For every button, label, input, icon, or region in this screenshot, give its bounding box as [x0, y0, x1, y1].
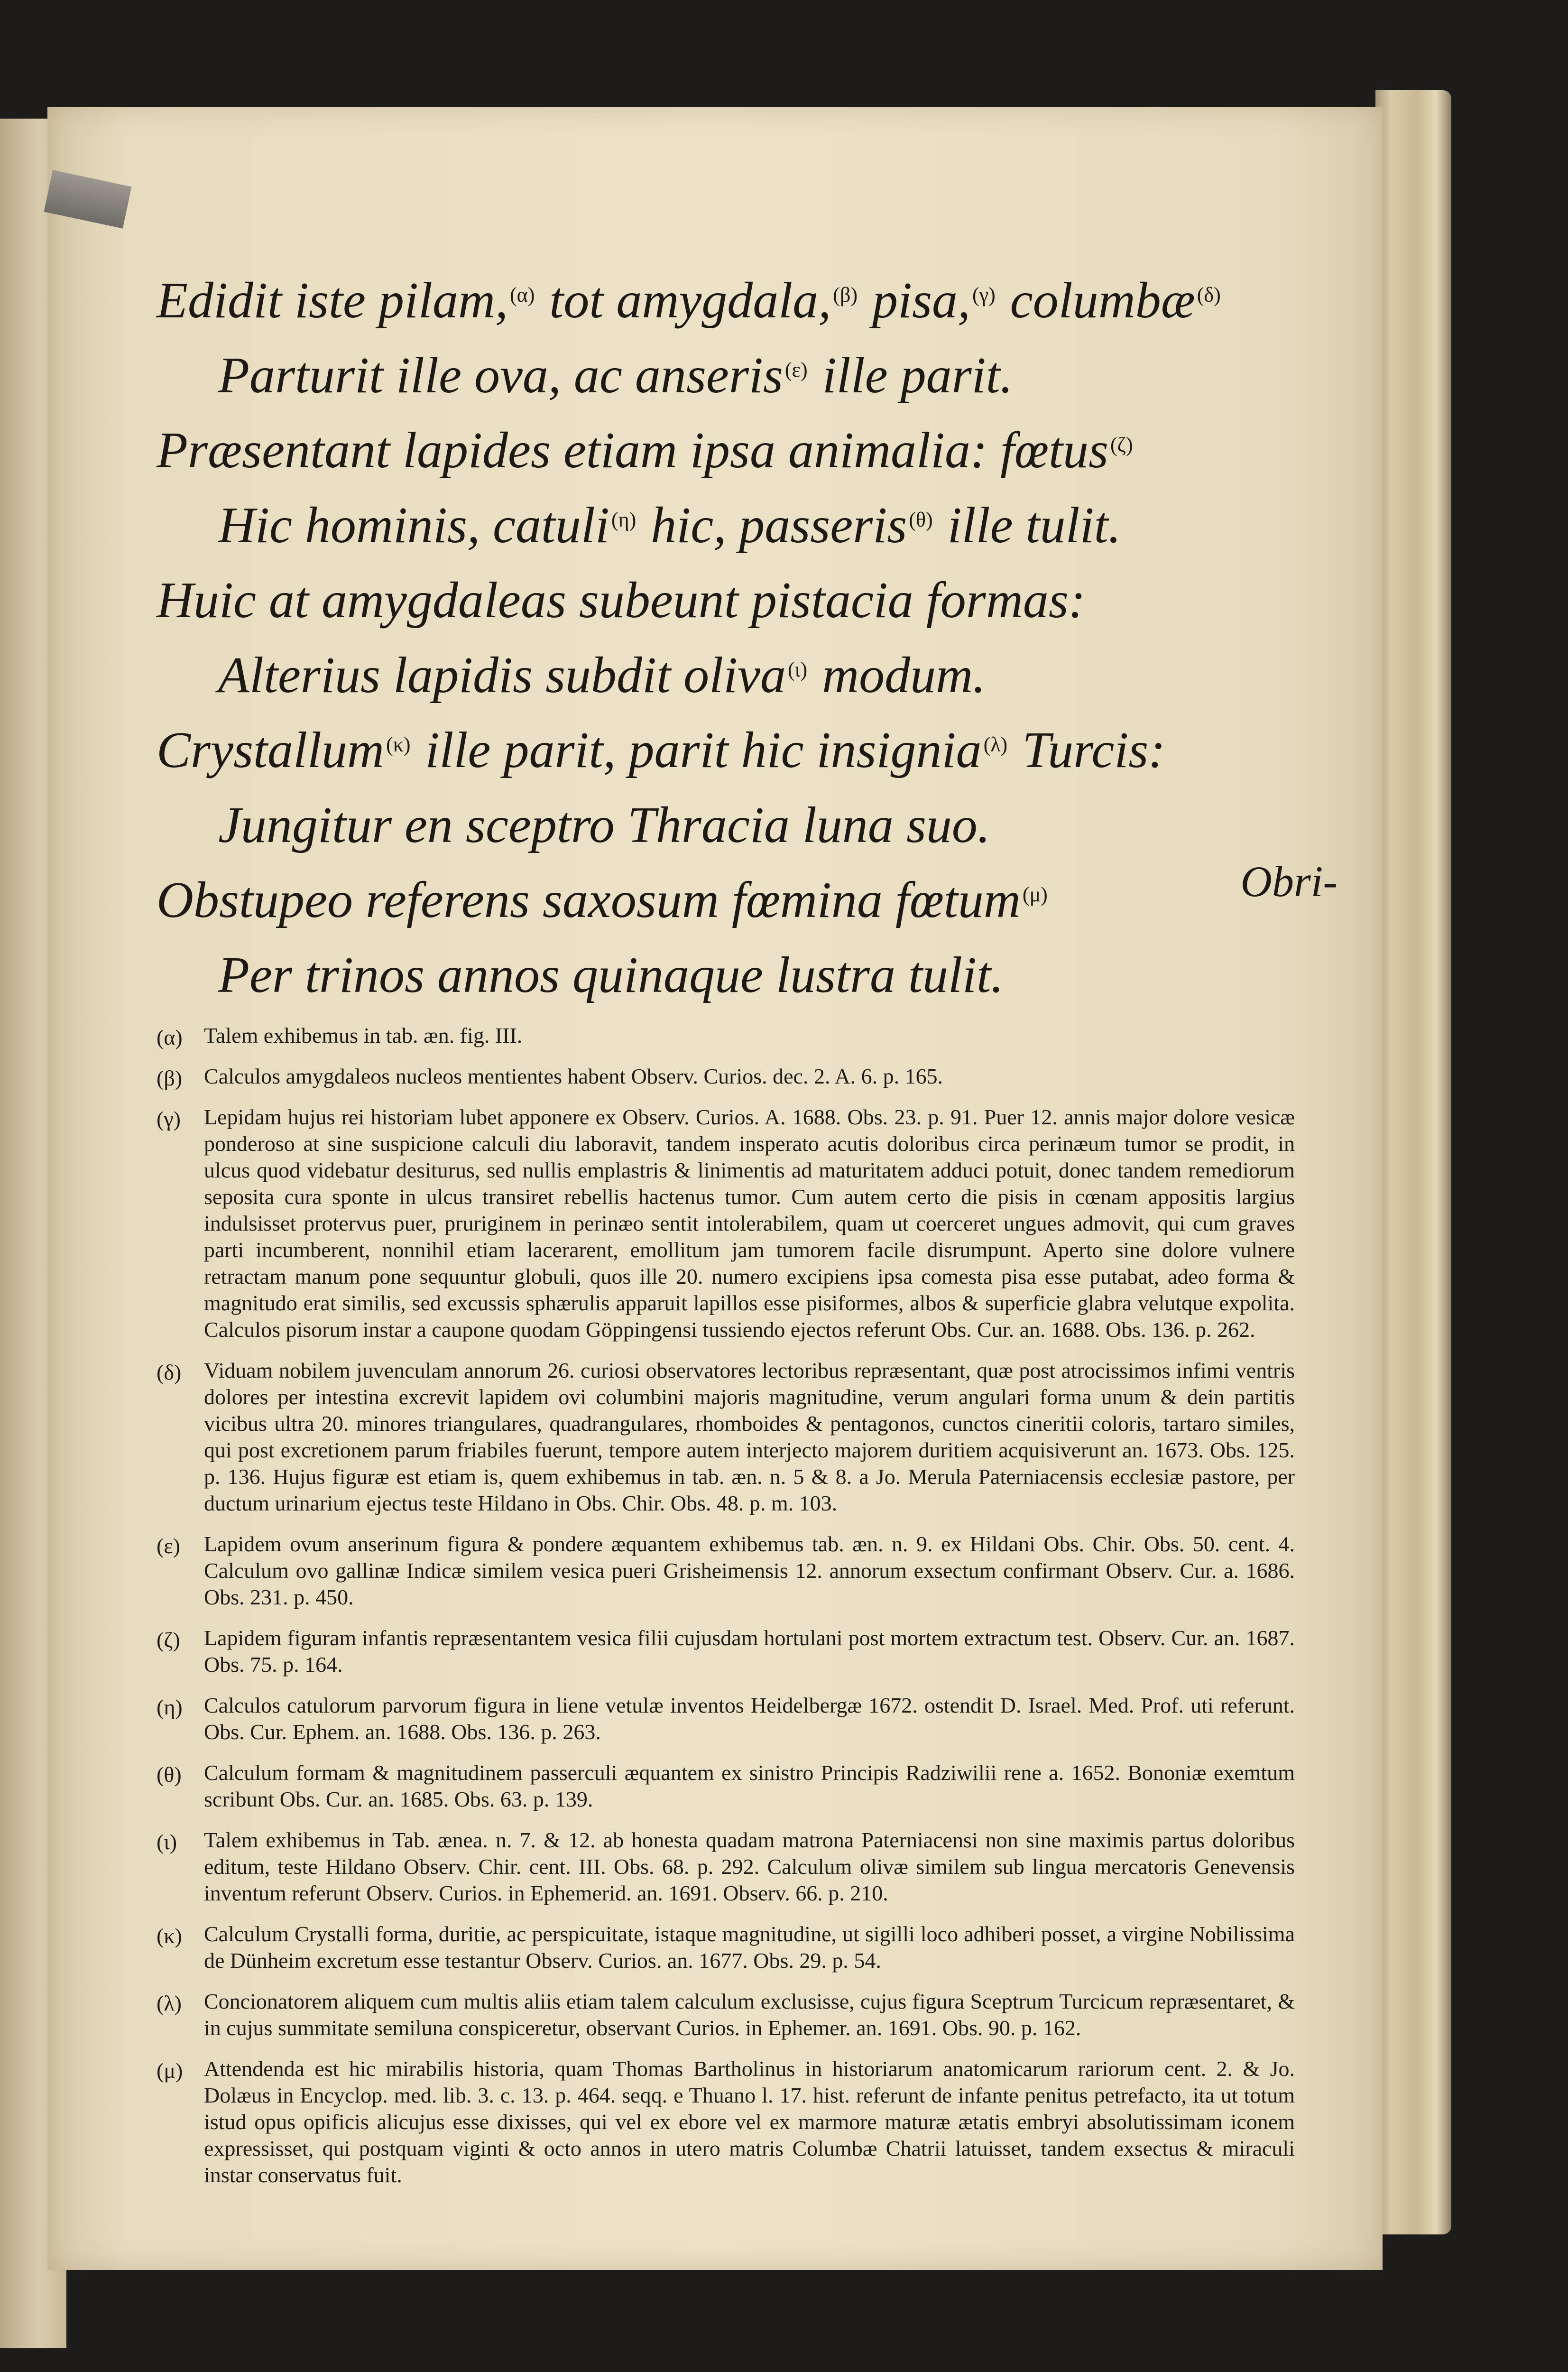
footnote-alpha: [157, 1022, 1295, 1049]
verse-line-4: Hic hominis, catuli$^{(\eta)}$ hic, passeris$^{(\theta)}$ ille tulit.: [218, 497, 1121, 554]
verse-line-10: Per trinos annos quinaque lustra tulit.: [218, 947, 1004, 1003]
footnote-text: Lapidem figuram infantis repræsentantem vesica filii cujusdam hortulani post mortem extractum test. Observ. Cur. an. 1687. Obs. 75. p. 164.: [204, 1626, 1295, 1677]
footnote-mu: [157, 2056, 1295, 2188]
footnote-mark: (μ): [157, 2058, 183, 2083]
footnote-text: Attendenda est hic mirabilis historia, quam Thomas Bartholinus in historiarum anatomicarum rariorum cent. 2. & Jo. Dolæus in Encyclop. med. lib. 3. c. 13. p. 464. seqq. e Thuano l. 17. hist. referunt de infante penitus petrefacto, ita ut totum istud opus opificis alicujus esse dixisses, qui vel ex ebore vel ex marmore maturæ ætatis embryi absolutissimam iconem expressisset, qui postquam viginti & octo annos in utero matris Columbæ Chatrii latuisset, tandem exsectus & miraculi instar conservatus fuit.: [204, 2057, 1295, 2187]
footnote-text: Concionatorem aliquem cum multis aliis etiam talem calculum exclusisse, cujus figura Sceptrum Turcicum repræsentaret, & in cujus summitate semiluna conspiceretur, observant Curios. in Ephemer. an. 1691. Obs. 90. p. 162.: [204, 1989, 1295, 2040]
footnote-mark: (ζ): [157, 1628, 180, 1652]
footnote-text: Lepidam hujus rei historiam lubet apponere ex Observ. Curios. A. 1688. Obs. 23. p. 91. Puer 12. annis major dolore vesicæ ponderoso at sine suspicione calculi diu laboravit, tandem insperato acutis doloribus circa perinæum tumor se prodit, in ulcus quod videbatur desiturus, sed nullis emplastris & linimentis ad maturitatem adduci potuit, donec tandem remediorum seposita cura sponte in ulcus transiret rebellis hactenus tumor. Cum autem certo die pisis in cœnam appositis largius indulsisset protervus puer, pruriginem in perinæo sentit intolerabilem, quam ut coerceret ungues admovit, qui cum graves parti incumberent, nonnihil etiam lacerarent, emollitum jam tumorem facile disrumpunt. Aperto sine dolore vulnere retractam manum pone sequuntur globuli, quos ille 20. numero excipiens ipsa comesta pisa esse putabat, adeo forma & magnitudo erat similis, sed excussis sphærulis apparuit lapillos esse pisiformes, albos & superficie glabra velutque expolita. Calculos pisorum instar a caupone quodam Göppingensi tussiendo ejectos referunt Obs. Cur. an. 1688. Obs. 136. p. 262.: [204, 1105, 1295, 1342]
footnote-mark: (λ): [157, 1991, 182, 2015]
footnotes: [157, 1022, 1295, 2203]
footnote-lambda: [157, 1988, 1295, 2041]
footnote-mark: (ι): [157, 1830, 177, 1854]
footnote-iota: [157, 1827, 1295, 1907]
footnote-text: Calculos catulorum parvorum figura in liene vetulæ inventos Heidelbergæ 1672. ostendit D. Israel. Med. Prof. uti referunt. Obs. Cur. Ephem. an. 1688. Obs. 136. p. 263.: [204, 1693, 1295, 1744]
footnote-mark: (ε): [157, 1534, 180, 1558]
footnote-mark: (η): [157, 1695, 183, 1719]
footnote-kappa: [157, 1921, 1295, 1974]
book-page: [47, 107, 1383, 2270]
verse-line-2: Parturit ille ova, ac anseris$^{(\varepsilon)}$ ille parit.: [218, 347, 1013, 404]
verse-line-6: Alterius lapidis subdit oliva$^{(\iota)}$ modum.: [218, 647, 986, 704]
footnote-beta: [157, 1063, 1295, 1090]
catchword: Obri-: [1240, 857, 1337, 906]
footnote-mark: (θ): [157, 1762, 182, 1787]
footnote-text: Calculos amygdaleos nucleos mentientes habent Observ. Curios. dec. 2. A. 6. p. 165.: [204, 1064, 943, 1088]
verse-line-8: Jungitur en sceptro Thracia luna suo.: [218, 797, 990, 853]
verse-line-3: Præsentant lapides etiam ipsa animalia: fœtus$^{(\zeta)}$: [157, 422, 1133, 479]
footnote-theta: [157, 1760, 1295, 1813]
footnote-text: Calculum formam & magnitudinem passerculi æquantem ex sinistro Principis Radziwilii rene a. 1652. Bononiæ exemtum scribunt Obs. Cur. an. 1685. Obs. 63. p. 139.: [204, 1760, 1295, 1811]
verse-line-7: Crystallum$^{(\kappa)}$ ille parit, parit hic insignia$^{(\lambda)}$ Turcis:: [157, 722, 1166, 778]
footnote-zeta: [157, 1625, 1295, 1678]
footnote-text: Talem exhibemus in Tab. ænea. n. 7. & 12. ab honesta quadam matrona Paterniacensi non sine maximis partus doloribus editum, teste Hildano Observ. Chir. cent. III. Obs. 68. p. 292. Calculum olivæ similem sub lingua mercatoris Genevensis inventum referunt Observ. Curios. in Ephemerid. an. 1691. Observ. 66. p. 210.: [204, 1828, 1295, 1905]
book-fore-edge: [1375, 90, 1451, 2234]
verse-line-1: Edidit iste pilam,$^{(\alpha)}$ tot amygdala,$^{(\beta)}$ pisa,$^{(\gamma)}$ columbæ$^{(\delta)}$: [157, 272, 1221, 329]
footnote-text: Talem exhibemus in tab. æn. fig. III.: [204, 1023, 523, 1047]
footnote-text: Viduam nobilem juvenculam annorum 26. curiosi observatores lectoribus repræsentant, quæ post atrocissimos infimi ventris dolores per intestina excrevit lapidem ovi columbini majoris magnitudine, verum angulari forma unum & dein partitis vicibus ultra 20. minores triangulares, quadrangulares, rhomboides & pentagonos, cunctos cineritii coloris, tartaro similes, qui post excretionem parum friabiles fuerunt, tempore autem interjecto majorem duritiem acquisiverunt an. 1673. Obs. 125. p. 136. Hujus figuræ est etiam is, quem exhibemus in tab. æn. n. 5 & 8. a Jo. Merula Paterniacensis ecclesiæ pastore, per ductum urinarium ejectus teste Hildano in Obs. Chir. Obs. 48. p. m. 103.: [204, 1358, 1295, 1515]
verse-line-5: Huic at amygdaleas subeunt pistacia formas:: [157, 572, 1086, 629]
footnote-mark: (γ): [157, 1107, 181, 1131]
footnote-mark: (δ): [157, 1360, 182, 1384]
page-clip: [44, 170, 132, 228]
footnote-delta: [157, 1357, 1295, 1517]
footnote-eta: [157, 1692, 1295, 1745]
footnote-text: Calculum Crystalli forma, duritie, ac perspicuitate, istaque magnitudine, ut sigilli loco adhiberi posset, a virgine Nobilissima de Dünheim excretum esse testantur Observ. Curios. an. 1677. Obs. 29. p. 54.: [204, 1922, 1295, 1973]
footnote-text: Lapidem ovum anserinum figura & pondere æquantem exhibemus tab. æn. n. 9. ex Hildani Obs. Chir. Obs. 50. cent. 4. Calculum ovo gallinæ Indicæ similem vesica pueri Grisheimensis 12. annorum exsectum confirmant Observ. Cur. a. 1686. Obs. 231. p. 450.: [204, 1532, 1295, 1609]
footnote-gamma: [157, 1104, 1295, 1343]
footnote-mark: (κ): [157, 1924, 182, 1948]
footnote-mark: (β): [157, 1066, 183, 1090]
footnote-epsilon: [157, 1531, 1295, 1611]
footnote-mark: (α): [157, 1025, 183, 1049]
verse-line-9: Obstupeo referens saxosum fœmina fœtum$^{(\mu)}$: [157, 872, 1048, 928]
